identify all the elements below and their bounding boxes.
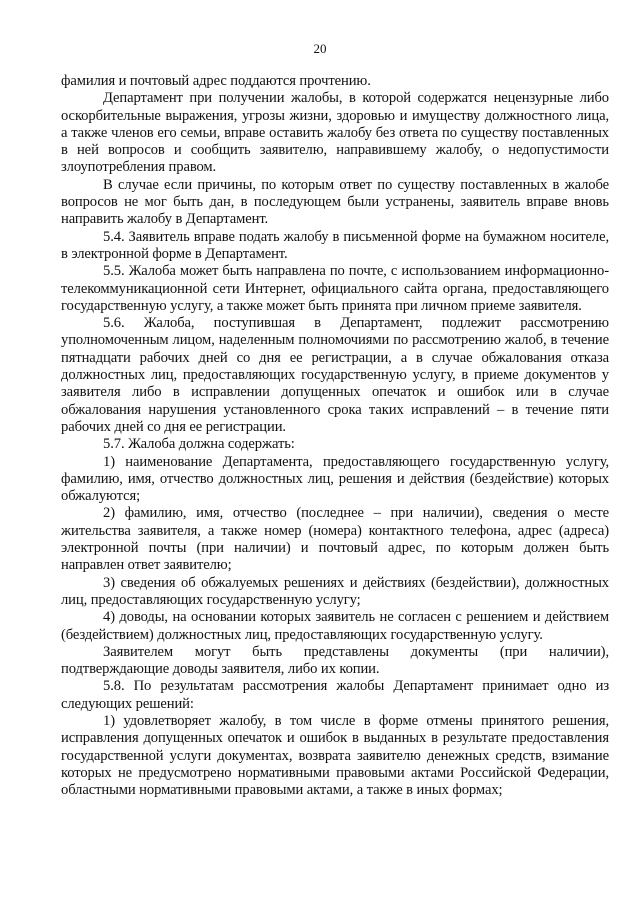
paragraph-5-5: 5.5. Жалоба может быть направлена по почте, с использованием информационно-телекоммуникационной сети Интернет, официального сайта органа, предоставляющего государственную услугу, а также может быть принята при личном приеме заявителя. (61, 263, 609, 314)
document-body (61, 73, 609, 799)
list-item-5-7-2: 2) фамилию, имя, отчество (последнее – при наличии), сведения о месте жительства заявителя, а также номер (номера) контактного телефона, адрес (адреса) электронной почты (при наличии) и почтовый адрес, по которым должен быть направлен ответ заявителю; (61, 505, 609, 574)
list-item-5-7-4: 4) доводы, на основании которых заявитель не согласен с решением и действием (бездействием) должностных лиц, предоставляющих государственную услугу. (61, 609, 609, 643)
paragraph-continuation: фамилия и почтовый адрес поддаются прочтению. (61, 73, 371, 89)
paragraph-5-6: 5.6. Жалоба, поступившая в Департамент, подлежит рассмотрению уполномоченным лицом, наделенным полномочиями по рассмотрению жалоб, в течение пятнадцати рабочих дней со дня ее регистрации, а в случае обжалования отказа должностных лиц, предоставляющих государственную услугу, в приеме документов у заявителя либо в исправлении допущенных опечаток и ошибок или в случае обжалования нарушения установленного срока таких исправлений – в течение пяти рабочих дней со дня ее регистрации. (61, 315, 609, 435)
paragraph-5-8: 5.8. По результатам рассмотрения жалобы Департамент принимает одно из следующих решений: (61, 678, 609, 712)
list-item-5-7-1: 1) наименование Департамента, предоставляющего государственную услугу, фамилию, имя, отчество должностных лиц, решения и действия (бездействие) которых обжалуются; (61, 453, 609, 505)
page-number: 20 (313, 41, 327, 56)
paragraph-obscene-complaint: Департамент при получении жалобы, в которой содержатся нецензурные либо оскорбительные выражения, угрозы жизни, здоровью и имуществу должностного лица, а также членов его семьи, вправе оставить жалобу без ответа по существу поставленных в ней вопросов и сообщить заявителю, направившему жалобу, о недопустимости злоупотребления правом. (61, 90, 609, 176)
list-item-5-8-1: 1) удовлетворяет жалобу, в том числе в форме отмены принятого решения, исправления допущенных опечаток и ошибок в выданных в результате предоставления государственной услуги документах, возврата заявителю денежных средств, взимание которых не предусмотрено нормативными правовыми актами Российской Федерации, областными нормативными правовыми актами, а также в иных формах; (61, 712, 609, 799)
paragraph-5-4: 5.4. Заявитель вправе подать жалобу в письменной форме на бумажном носителе, в электронной форме в Департамент. (61, 228, 609, 262)
paragraph-resubmission: В случае если причины, по которым ответ по существу поставленных в жалобе вопросов не мог быть дан, в последующем были устранены, заявитель вправе вновь направить жалобу в Департамент. (61, 176, 609, 228)
list-item-5-7-3: 3) сведения об обжалуемых решениях и действиях (бездействии), должностных лиц, предоставляющих государственную услугу; (61, 574, 609, 608)
paragraph-5-7: 5.7. Жалоба должна содержать: (103, 436, 295, 453)
paragraph-supporting-documents: Заявителем могут быть представлены документы (при наличии), подтверждающие доводы заявителя, либо их копии. (61, 643, 609, 678)
